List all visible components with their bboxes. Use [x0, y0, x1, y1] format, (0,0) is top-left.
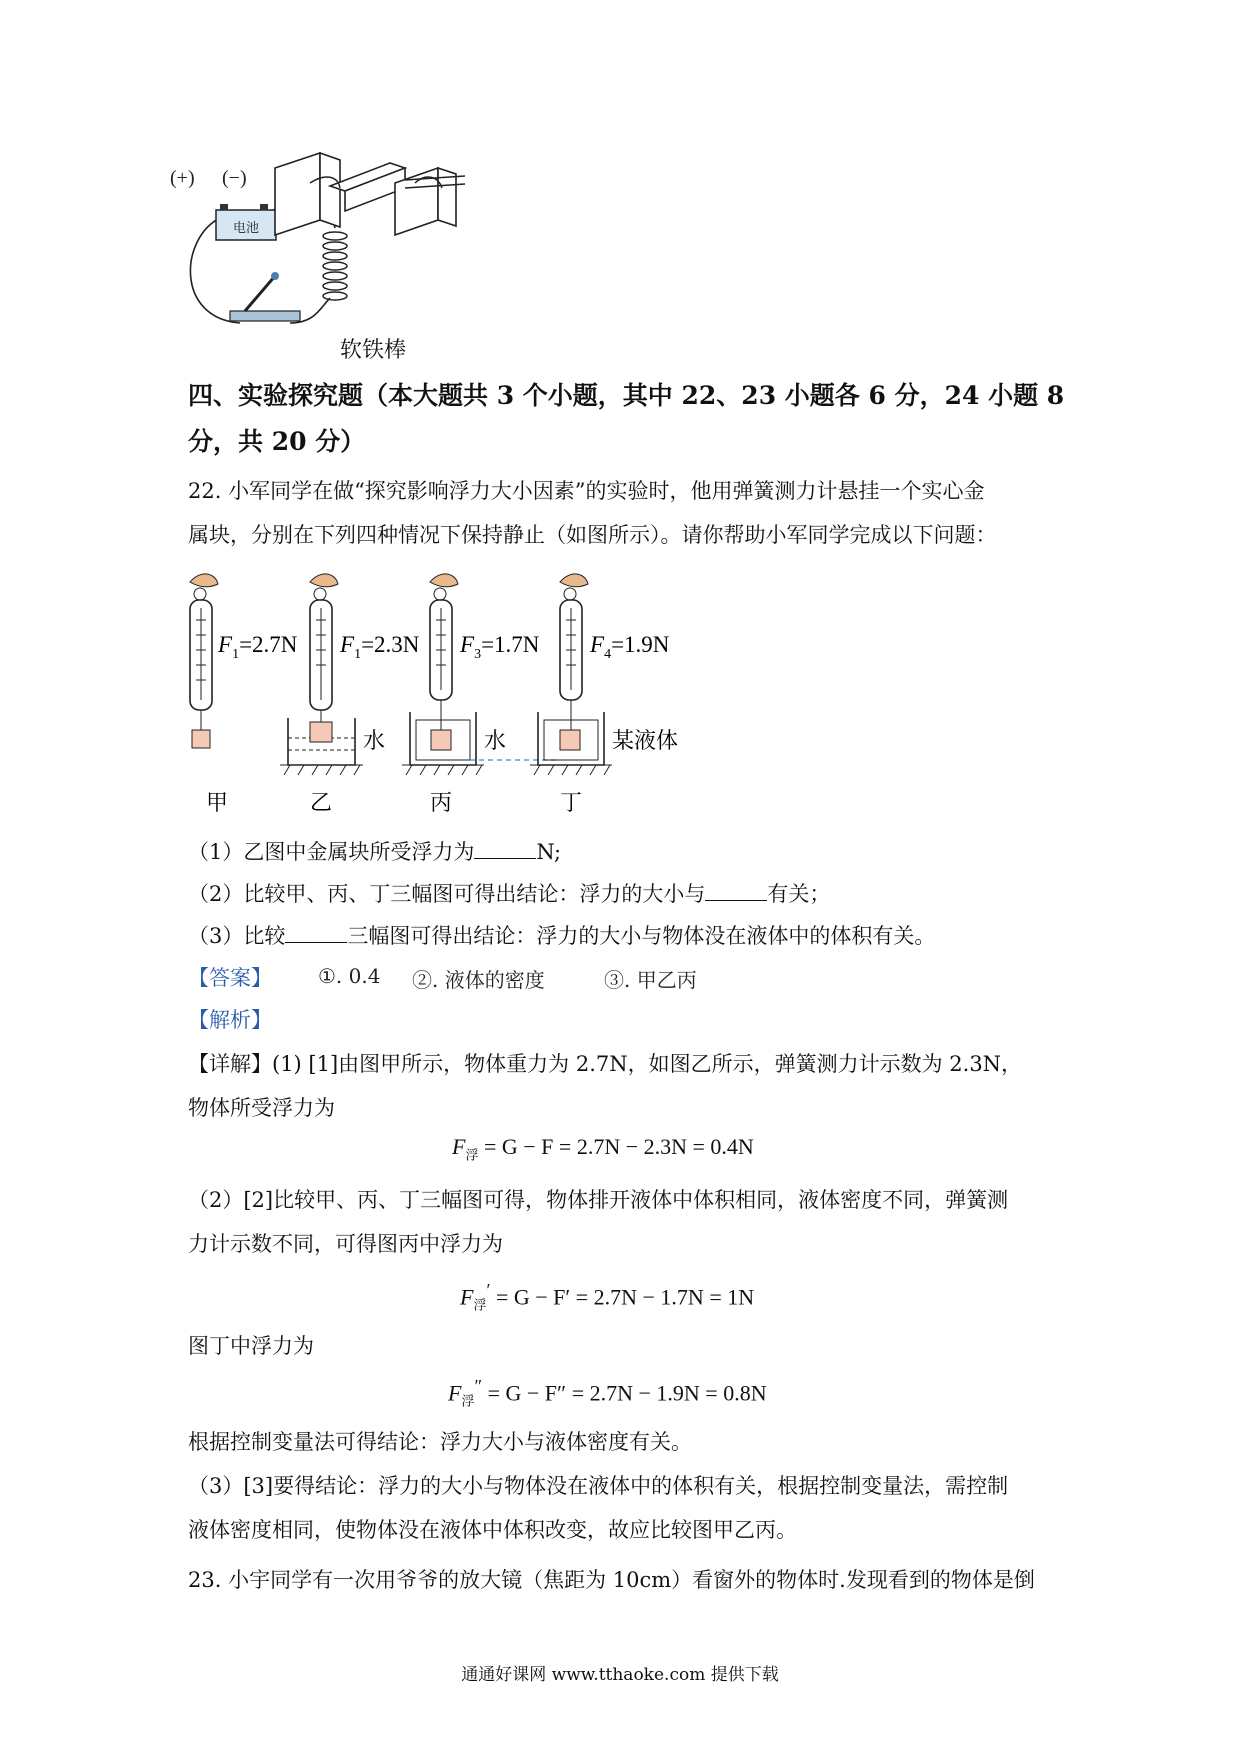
- detail-line3: （2）[2]比较甲、丙、丁三幅图可得，物体排开液体中体积相同，液体密度不同，弹簧测: [188, 1188, 1009, 1212]
- coil: [323, 232, 347, 300]
- liquid-label-yi: 水: [363, 728, 386, 753]
- liquid-label-ding: 某液体: [612, 728, 679, 753]
- plus-label: (+): [170, 167, 195, 189]
- detail-line4: 力计示数不同，可得图丙中浮力为: [188, 1232, 503, 1256]
- answer-1: ①. 0.4: [318, 964, 381, 988]
- q23-stem-line1: 23. 小宇同学有一次用爷爷的放大镜（焦距为 10cm）看窗外的物体时.发现看到的物体是倒: [188, 1568, 1035, 1592]
- panel-bing: [402, 574, 484, 775]
- q22-stem-line2: 属块，分别在下列四种情况下保持静止（如图所示）。请你帮助小军同学完成以下问题：: [188, 523, 997, 547]
- detail-line5: 图丁中浮力为: [188, 1334, 314, 1358]
- page-footer: 通通好课网 www.tthaoke.com 提供下载: [461, 1665, 779, 1685]
- reading-2: $F_1=2.3N$: [340, 632, 420, 662]
- reading-1: $F_1=2.7N$: [218, 632, 298, 662]
- section-title-line2: 分，共 20 分）: [188, 427, 366, 456]
- answer-2: ②. 液体的密度: [412, 968, 545, 992]
- minus-label: (−): [222, 167, 247, 189]
- detail-line2: 物体所受浮力为: [188, 1096, 335, 1120]
- formula-2: $F_浮' = G - F' = 2.7N - 1.7N = 1N$: [460, 1280, 755, 1313]
- liquid-label-bing: 水: [484, 728, 507, 753]
- panel-yi: [280, 574, 363, 775]
- answer-tag: 【答案】: [188, 966, 272, 990]
- analysis-tag: 【解析】: [188, 1008, 272, 1032]
- detail-line6: 根据控制变量法可得结论：浮力大小与液体密度有关。: [188, 1430, 692, 1454]
- switch-base: [230, 311, 300, 321]
- panel-ding: [530, 574, 612, 775]
- answer-row: [188, 962, 272, 992]
- panel-label-bing: 丙: [430, 790, 453, 815]
- formula-1: $F_浮 = G - F = 2.7N - 2.3N = 0.4N$: [452, 1134, 754, 1163]
- rod-label: 软铁棒: [340, 338, 407, 363]
- q22-stem-line1: 22. 小军同学在做“探究影响浮力大小因素”的实验时，他用弹簧测力计悬挂一个实心金: [188, 479, 985, 503]
- reading-4: $F_4=1.9N$: [590, 632, 670, 662]
- answer-blank-2[interactable]: [705, 882, 767, 901]
- answer-blank-3[interactable]: [285, 924, 347, 943]
- answer-blank-1[interactable]: [474, 840, 536, 859]
- detail-line1: 【详解】(1) [1]由图甲所示，物体重力为 2.7N，如图乙所示，弹簧测力计示数为 2.3N，: [188, 1052, 1023, 1076]
- metal-block: [192, 730, 210, 748]
- q22-sub3: （3）比较 三幅图可得出结论：浮力的大小与物体没在液体中的体积有关。: [188, 924, 936, 948]
- panel-label-yi: 乙: [310, 790, 333, 815]
- panel-label-ding: 丁: [560, 790, 583, 815]
- detail-line8: 液体密度相同，使物体没在液体中体积改变，故应比较图甲乙丙。: [188, 1518, 797, 1542]
- spring-scale-figure: [180, 570, 760, 820]
- panel-label-jia: 甲: [206, 790, 229, 815]
- formula-3: $F_浮'' = G - F'' = 2.7N - 1.9N = 0.8N$: [448, 1376, 767, 1409]
- circuit-figure: [170, 148, 520, 358]
- section-title-line1: 四、实验探究题（本大题共 3 个小题，其中 22、23 小题各 6 分，24 小题 8: [188, 381, 1065, 410]
- q22-sub1: （1）乙图中金属块所受浮力为 N;: [188, 840, 562, 864]
- answer-3: ③. 甲乙丙: [604, 968, 697, 992]
- panel-jia: [190, 574, 218, 748]
- detail-line7: （3）[3]要得结论：浮力的大小与物体没在液体中的体积有关，根据控制变量法，需控制: [188, 1474, 1009, 1498]
- reading-3: $F_3=1.7N$: [460, 632, 540, 662]
- q22-sub2: （2）比较甲、丙、丁三幅图可得出结论：浮力的大小与 有关；: [188, 882, 831, 906]
- battery-label: 电池: [232, 220, 260, 235]
